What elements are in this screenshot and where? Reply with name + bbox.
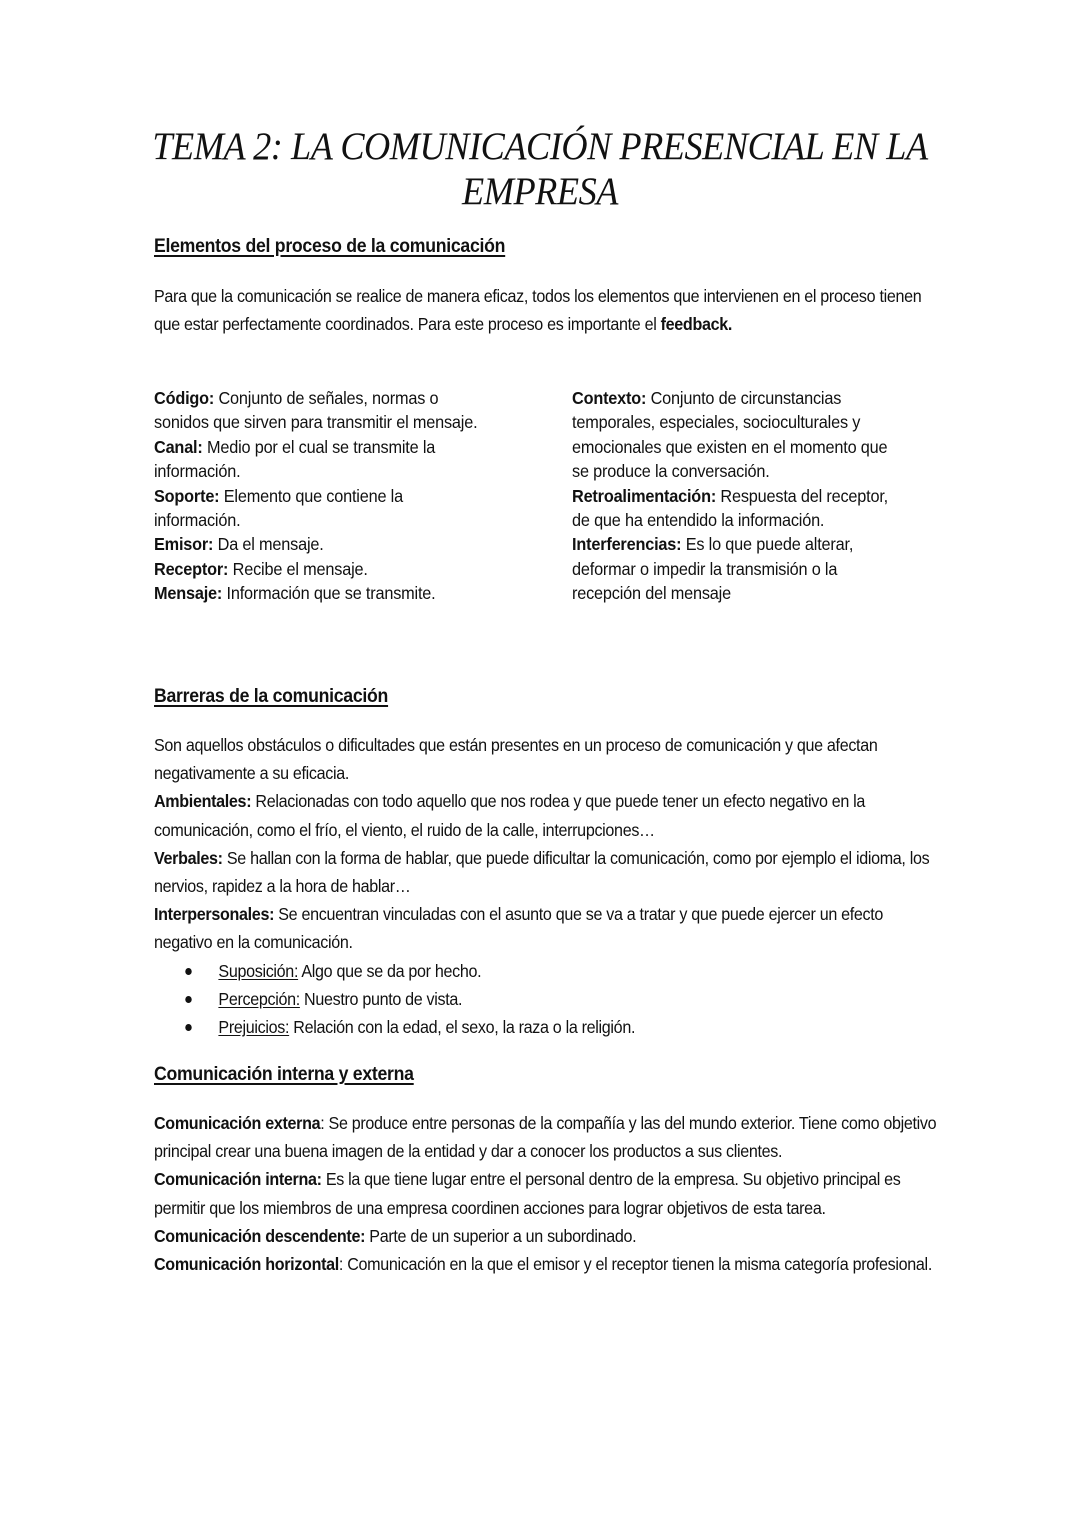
elementos-left-column bbox=[154, 386, 514, 606]
interpersonales-bullet-list bbox=[154, 957, 945, 1042]
definition-soporte bbox=[154, 484, 480, 533]
bullet-icon bbox=[185, 1024, 191, 1031]
bullet-icon bbox=[185, 968, 191, 975]
bullet-definition: Algo que se da por hecho. bbox=[298, 960, 482, 981]
term-label: Mensaje: bbox=[154, 583, 223, 604]
term-label: Comunicación externa bbox=[154, 1113, 321, 1133]
term-definition: Información que se transmite. bbox=[222, 583, 436, 604]
term-label: Interpersonales: bbox=[154, 904, 275, 925]
definition-interferencias bbox=[572, 532, 907, 605]
term-definition: Es lo que puede alterar, deformar o impedir la transmisión o la recepción del mensaje bbox=[572, 534, 854, 604]
term-label: Comunicación interna: bbox=[154, 1169, 322, 1190]
term-label: Comunicación horizontal bbox=[154, 1254, 339, 1275]
document-title bbox=[149, 124, 930, 214]
bullet-item-suposicion bbox=[154, 957, 945, 985]
term-label: Contexto: bbox=[572, 388, 647, 408]
term-label: Canal: bbox=[154, 436, 203, 457]
term-definition: Medio por el cual se transmite la información. bbox=[154, 436, 436, 482]
definition-contexto bbox=[572, 386, 907, 484]
bullet-item-percepcion bbox=[154, 985, 945, 1013]
definition-mensaje bbox=[154, 581, 480, 605]
comunicacion-horizontal bbox=[154, 1250, 945, 1278]
term-definition: : Comunicación en la que el emisor y el receptor tienen la misma categoría profesional. bbox=[338, 1254, 932, 1275]
term-label: Retroalimentación: bbox=[572, 485, 717, 506]
term-label: Verbales: bbox=[154, 847, 223, 868]
feedback-bold: feedback. bbox=[660, 314, 733, 335]
term-definition: Se hallan con la forma de hablar, que puede dificultar la comunicación, como por ejemplo el idioma, los nervios, rapidez a la hora de hablar… bbox=[154, 847, 930, 897]
term-definition: Se encuentran vinculadas con el asunto que se va a tratar y que puede ejercer un efecto negativo en la comunicación. bbox=[154, 904, 884, 953]
section-heading-elementos: Elementos del proceso de la comunicación bbox=[154, 236, 506, 257]
elementos-right-column bbox=[572, 386, 932, 606]
comunicacion-interna bbox=[154, 1165, 945, 1221]
term-label: Código: bbox=[154, 388, 215, 408]
elementos-intro-paragraph bbox=[154, 282, 944, 338]
definition-canal bbox=[154, 435, 480, 484]
bullet-icon bbox=[185, 996, 191, 1003]
definition-retroalimentacion bbox=[572, 484, 907, 533]
bullet-term: Prejuicios: bbox=[218, 1017, 290, 1038]
barrera-verbales bbox=[154, 844, 945, 900]
comunicacion-externa bbox=[154, 1109, 945, 1165]
term-definition: : Se produce entre personas de la compañía y las del mundo exterior. Tiene como objetivo principal crear una buena imagen de la entidad y dar a conocer los productos a sus clientes. bbox=[154, 1113, 937, 1162]
term-definition: Conjunto de circunstancias temporales, especiales, socioculturales y emocionales que existen en el momento que se produce la conversación. bbox=[572, 388, 888, 482]
section-heading-barreras: Barreras de la comunicación bbox=[154, 686, 389, 707]
term-definition: Da el mensaje. bbox=[213, 534, 324, 555]
bullet-term: Percepción: bbox=[218, 988, 300, 1009]
term-definition: Respuesta del receptor, de que ha entendido la información. bbox=[572, 485, 889, 531]
term-label: Soporte: bbox=[154, 485, 220, 506]
term-definition: Es la que tiene lugar entre el personal dentro de la empresa. Su objetivo principal es permitir que los miembros de una empresa coordinen acciones para lograr objetivos de esta tarea. bbox=[154, 1169, 901, 1218]
section-heading-interna-externa: Comunicación interna y externa bbox=[154, 1064, 414, 1085]
elementos-intro-text: Para que la comunicación se realice de manera eficaz, todos los elementos que intervienen en el proceso tienen que estar perfectamente coordinados. Para este proceso es importante el bbox=[154, 286, 922, 335]
term-label: Emisor: bbox=[154, 534, 214, 555]
bullet-term: Suposición: bbox=[218, 960, 299, 981]
term-definition: Recibe el mensaje. bbox=[228, 558, 368, 579]
bullet-definition: Nuestro punto de vista. bbox=[299, 988, 463, 1009]
term-definition: Elemento que contiene la información. bbox=[154, 485, 403, 531]
barreras-intro: Son aquellos obstáculos o dificultades que están presentes en un proceso de comunicación y que afectan negativamente a su eficacia. bbox=[154, 735, 878, 784]
definition-codigo bbox=[154, 386, 480, 435]
term-label: Receptor: bbox=[154, 558, 229, 579]
barrera-interpersonales bbox=[154, 900, 945, 956]
bullet-item-prejuicios bbox=[154, 1013, 945, 1041]
term-label: Ambientales: bbox=[154, 791, 252, 812]
term-definition: Conjunto de señales, normas o sonidos que sirven para transmitir el mensaje. bbox=[154, 388, 478, 433]
barrera-ambientales bbox=[154, 787, 945, 843]
comunicacion-descendente bbox=[154, 1222, 945, 1250]
term-definition: Relacionadas con todo aquello que nos rodea y que puede tener un efecto negativo en la comunicación, como el frío, el viento, el ruido de la calle, interrupciones… bbox=[154, 791, 866, 840]
term-label: Comunicación descendente: bbox=[154, 1225, 366, 1246]
interna-externa-body bbox=[154, 1109, 944, 1278]
definition-receptor bbox=[154, 557, 480, 581]
barreras-body bbox=[154, 731, 944, 1041]
definition-emisor bbox=[154, 532, 480, 556]
title-line-2: EMPRESA bbox=[462, 170, 618, 213]
title-line-1: TEMA 2: LA COMUNICACIÓN PRESENCIAL EN LA bbox=[152, 125, 928, 168]
term-definition: Parte de un superior a un subordinado. bbox=[365, 1225, 637, 1246]
term-label: Interferencias: bbox=[572, 534, 682, 555]
bullet-definition: Relación con la edad, el sexo, la raza o la religión. bbox=[289, 1017, 636, 1038]
